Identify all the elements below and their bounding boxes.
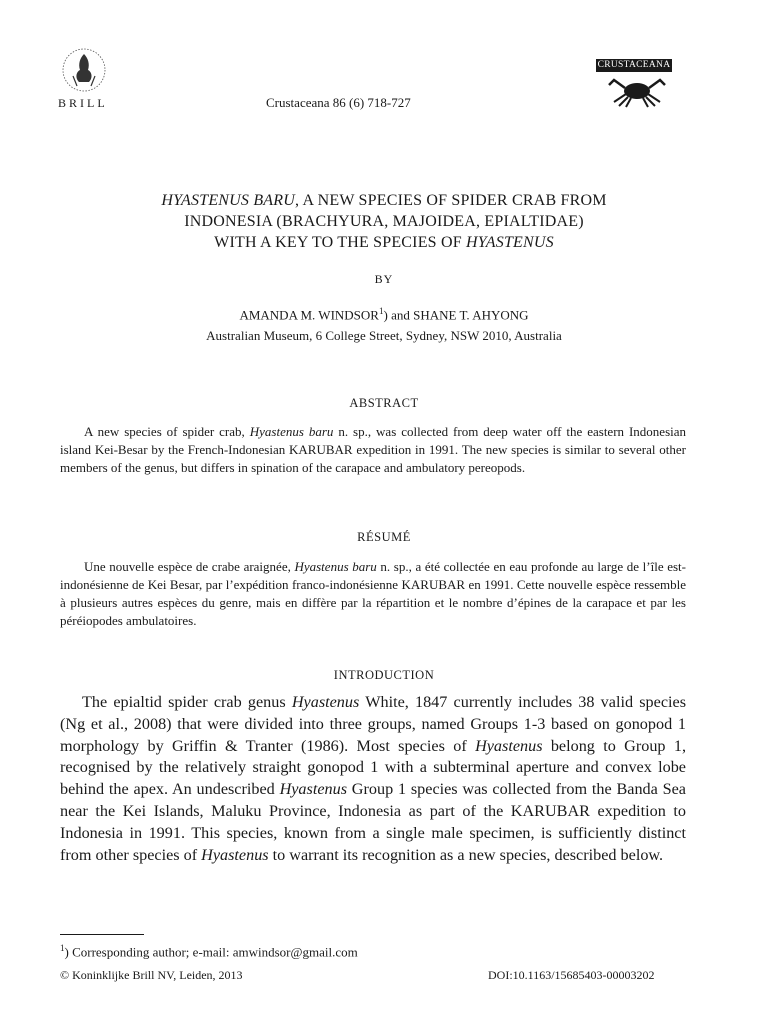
footnote-rule: [60, 934, 144, 935]
intro-genus-name: Hyastenus: [475, 736, 543, 755]
intro-genus-name: Hyastenus: [279, 780, 347, 799]
intro-text-part: to warrant its recognition as a new species, described below.: [268, 845, 664, 864]
intro-genus-name: Hyastenus: [291, 693, 360, 711]
affiliation: Australian Museum, 6 College Street, Sydney, NSW 2010, Australia: [206, 328, 562, 343]
resume-text-part: n. sp., a été collectée en eau profonde au large de l’île est-indonésienne de Kei Besar, par l’expédition franco-indonésienne KARUBAR en 1991. Cette nouvelle espèce ressemble à plusieurs autres espèces du genre, mais en diffère par la répartition et le nombre d’épines de la carapace et par les péréiopodes ambulatoires.: [60, 559, 687, 628]
authors: [0, 306, 768, 323]
brill-seal-logo: [55, 46, 113, 94]
footnote: [60, 943, 358, 960]
title-genus-name: HYASTENUS: [466, 234, 554, 251]
crab-icon: [606, 76, 668, 108]
journal-badge: CRUSTACEANA: [597, 60, 671, 70]
author-1-close: ): [383, 307, 388, 323]
abstract-text-part: n. sp., was collected from deep water off the eastern Indonesian island Kei-Besar by the French-Indonesian KARUBAR expedition in 1991. The new species is similar to several other members of the genus, but differs in spination of the carapace and ambulatory pereopods.: [60, 424, 687, 475]
introduction-text: [60, 692, 686, 866]
intro-text-part: The epialtid spider crab genus: [82, 693, 292, 711]
resume-text-part: Une nouvelle espèce de crabe araignée,: [84, 559, 295, 574]
journal-citation: Crustaceana 86 (6) 718-727: [266, 95, 411, 110]
intro-text-part: belong to Group 1, recognised by the relatively straight gonopod 1 with a subterminal aperture and convex lobe behind the apex. An undescribed: [60, 736, 686, 799]
footnote-text: ) Corresponding author; e-mail: amwindsor@gmail.com: [64, 944, 358, 960]
intro-genus-name: Hyastenus: [201, 845, 269, 864]
byline-by: BY: [374, 272, 394, 286]
abstract-species-name: Hyastenus baru: [249, 424, 334, 439]
introduction-heading: INTRODUCTION: [333, 668, 435, 682]
title-line-3: WITH A KEY TO THE SPECIES OF: [214, 234, 467, 251]
author-1: AMANDA M. WINDSOR: [239, 307, 379, 323]
title-species-name: HYASTENUS BARU: [161, 192, 295, 209]
resume-text: [60, 558, 686, 630]
doi: DOI:10.1163/15685403-00003202: [488, 968, 655, 982]
copyright: © Koninklijke Brill NV, Leiden, 2013: [60, 968, 243, 982]
footnote-marker: 1: [60, 943, 65, 953]
article-title: [0, 190, 768, 253]
intro-text-part: White, 1847 currently includes 38 valid species (Ng et al., 2008) that were divided into three groups, named Groups 1-3 based on gonopod 1 morphology by Griffin & Tranter (1986). Most species of: [60, 693, 686, 755]
publisher-wordmark: BRILL: [58, 96, 108, 110]
footnote-marker: 1: [378, 306, 384, 316]
intro-text-part: Group 1 species was collected from the Banda Sea near the Kei Islands, Maluku Province, Indonesia as part of the KARUBAR expedition to Indonesia in 1991. This species, known from a single male specimen, is sufficiently distinct from other species of: [60, 780, 686, 864]
author-2: and SHANE T. AHYONG: [387, 307, 529, 323]
abstract-heading: ABSTRACT: [349, 396, 419, 410]
abstract-text: [60, 423, 686, 477]
resume-species-name: Hyastenus baru: [294, 559, 377, 574]
title-line-2: INDONESIA (BRACHYURA, MAJOIDEA, EPIALTIDAE): [184, 213, 584, 230]
title-line-1: , A NEW SPECIES OF SPIDER CRAB FROM: [295, 192, 607, 209]
resume-heading: RÉSUMÉ: [357, 530, 411, 544]
abstract-text-part: A new species of spider crab,: [84, 424, 250, 439]
